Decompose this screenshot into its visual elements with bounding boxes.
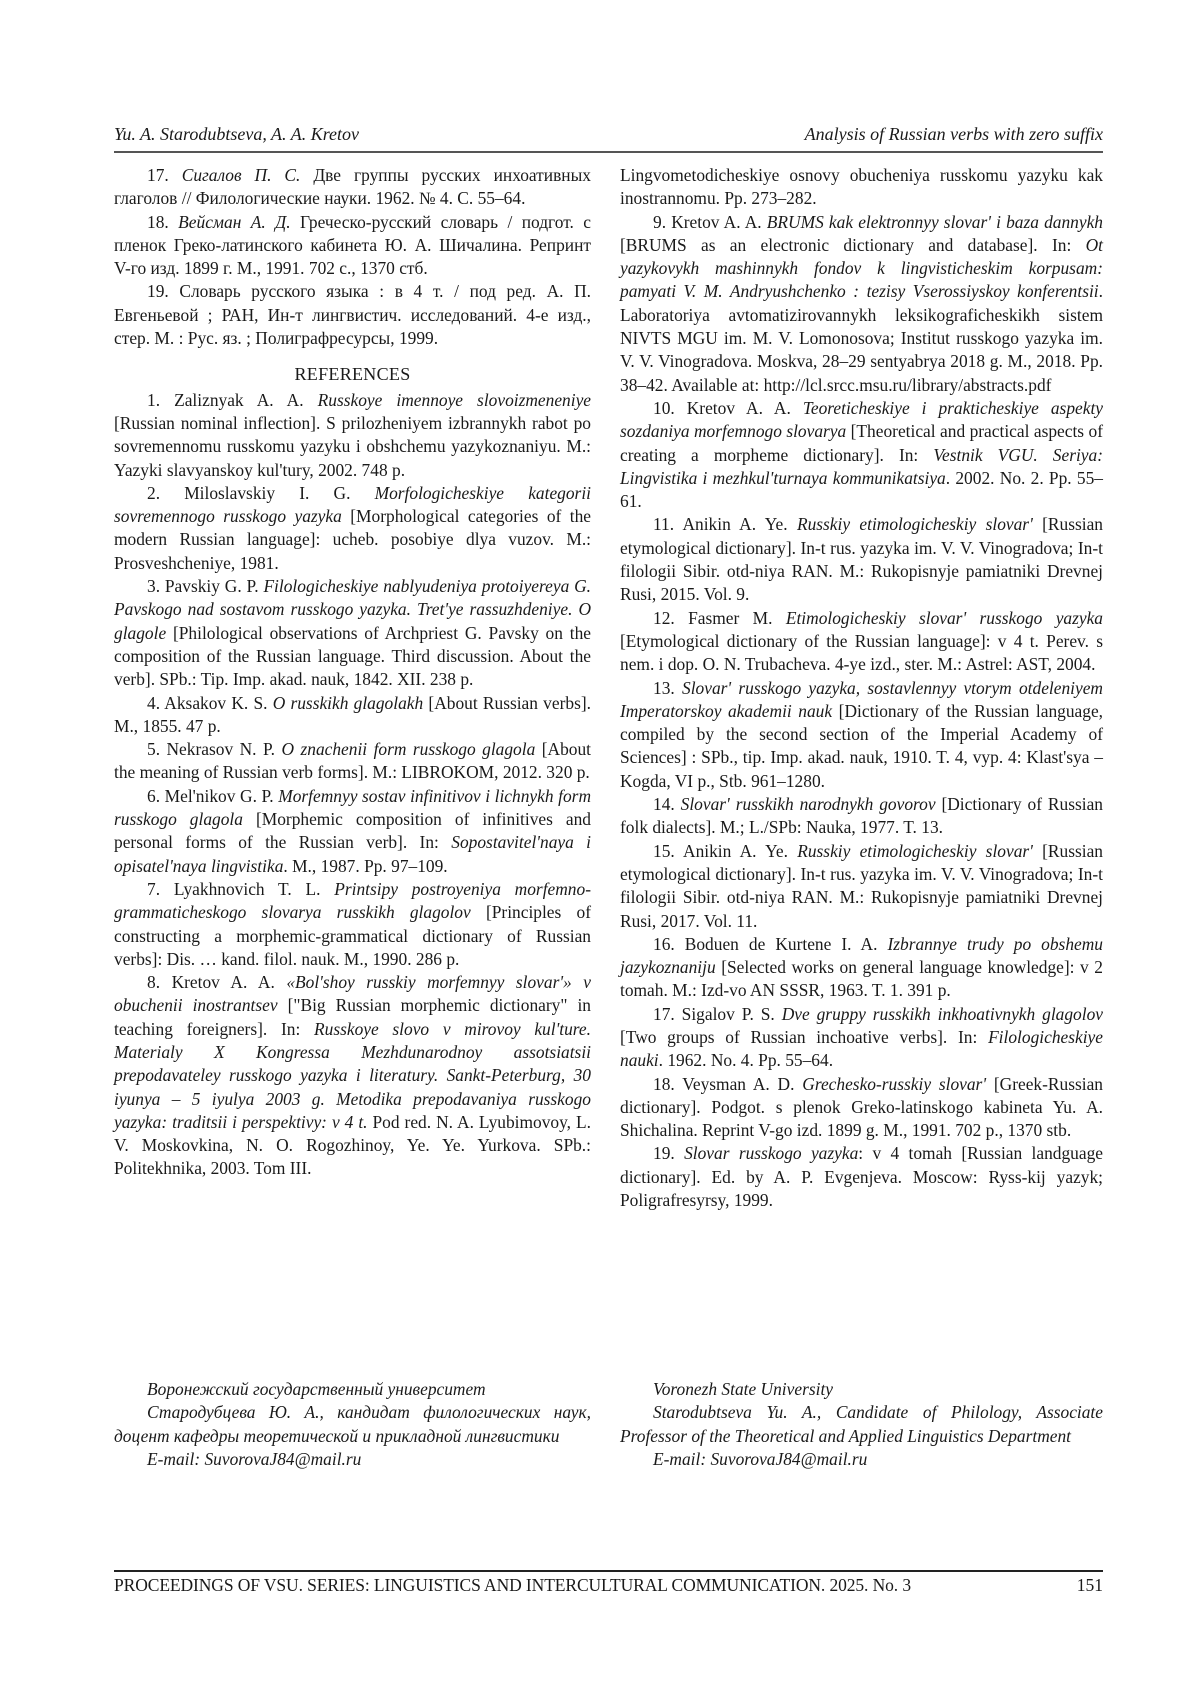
reference-title: Printsipy postroyeniya morfemno-grammaticheskogo slovarya russkikh glagolov — [114, 878, 591, 923]
reference-title: Grechesko-russkiy slovar' — [802, 1073, 987, 1094]
reference-item — [620, 513, 1103, 606]
reference-author: Anikin A. Ye. — [682, 514, 797, 535]
reference-author: Fasmer M. — [688, 607, 786, 628]
reference-details: [Selected works on general language knowledge]: v 2 tomah. M.: Izd-vo AN SSSR, 1963. T. 1. 391 p. — [620, 957, 1103, 1001]
running-head-authors: Yu. A. Starodubtseva, A. A. Kretov — [114, 124, 360, 144]
reference-item — [620, 607, 1103, 677]
reference-details: [Greek-Russian dictionary]. Podgot. s plenok Greko-latinskogo kabineta Yu. A. Shichalina. Reprint V-go izd. 1899 g. M., 1991. 702 p., 1370 stb. — [620, 1073, 1103, 1141]
reference-details: [Russian etymological dictionary]. In-t rus. yazyka im. V. V. Vinogradova; In-t filologii Sibir. otd-niya RAN. M.: Rukopisnyje pamiatniki Drevnej Rusi, 2015. Vol. 9. — [620, 514, 1103, 605]
reference-number: 11. — [653, 514, 683, 535]
reference-details: [About the meaning of Russian verb forms]. M.: LIBROKOM, 2012. 320 p. — [114, 739, 591, 783]
references-heading: REFERENCES — [294, 364, 411, 385]
reference-item — [620, 1142, 1103, 1212]
journal-name: PROCEEDINGS OF VSU. SERIES: LINGUISTICS AND INTERCULTURAL COMMUNICATION. 2025. No. 3 — [114, 1575, 911, 1595]
reference-title: O russkikh glagolakh — [272, 692, 424, 713]
author-info: Starodubtseva Yu. A., Candidate of Philology, Associate Professor of the Theoretical and Applied Linguistics Department — [620, 1402, 1103, 1446]
reference-number: 3. — [147, 576, 165, 597]
reference-author: Lyakhnovich T. L. — [173, 878, 335, 899]
reference-source: Filologicheskiye nauki — [620, 1026, 1103, 1071]
reference-title: «Bol'shoy russkiy morfemnyy slovar'» v obuchenii inostrantsev — [114, 972, 591, 1016]
reference-author: Sigalov P. S. — [681, 1003, 782, 1024]
reference-author: Miloslavskiy I. G. — [184, 482, 375, 503]
reference-author: Anikin A. Ye. — [683, 840, 798, 861]
reference-number: 17. — [147, 165, 182, 185]
references-list-right — [620, 211, 1103, 1213]
reference-item — [620, 793, 1103, 840]
references-list-left — [114, 389, 591, 1181]
running-head — [114, 120, 1103, 146]
reference-continuation: Lingvometodicheskiye osnovy obucheniya russkomu yazyku kak inostrannomu. Pp. 273–282. — [620, 165, 1103, 209]
reference-details: [Principles of constructing a morphemic-grammatical dictionary of Russian verbs]: Dis. … kand. filol. nauk. M., 1990. 286 p. — [114, 902, 591, 969]
reference-title: Izbrannye trudy po obshemu jazykoznaniju — [620, 933, 1103, 978]
reference-tail: . Laboratoriya avtomatizirovannykh leksikograficheskikh sistem NIVTS MGU im. M. V. Lomonosova; Institut russkogo yazyka im. V. V. Vinogradova. Moskva, 28–29 sentyabrya 2018 g. M., 2018. Pp. 38–42. Available at: http://lcl.srcc.msu.ru/library/abstracts.pdf — [620, 281, 1103, 395]
reference-author: Pavskiy G. P. — [164, 576, 264, 597]
reference-item — [620, 840, 1103, 933]
reference-details: [Two groups of Russian inchoative verbs]. In: — [620, 1026, 989, 1047]
reference-details: : v 4 tomah [Russian landguage dictionary]. Ed. by A. P. Evgenjeva. Moscow: Ryss-kij yazyk; Poligrafresyrsy, 1999. — [620, 1143, 1103, 1211]
reference-author: Veysman A. D. — [682, 1073, 803, 1094]
reference-author: Сигалов П. С. — [181, 165, 301, 185]
reference-item — [620, 211, 1103, 397]
reference-details: [Russian etymological dictionary]. In-t rus. yazyka im. V. V. Vinogradova; In-t filologii Sibir. otd-niya RAN. M.: Rukopisnyje pamiatniki Drevnej Rusi, 2017. Vol. 11. — [620, 840, 1103, 931]
reference-number: 7. — [147, 878, 174, 899]
reference-details: [Dictionary of Russian folk dialects]. M.; L./SPb: Nauka, 1977. T. 13. — [620, 794, 1103, 838]
running-head-title: Analysis of Russian verbs with zero suffix — [804, 124, 1103, 144]
reference-text: Словарь русского языка : в 4 т. / под ред. А. П. Евгеньевой ; РАН, Ин-т лингвистич. исследований. 4-е изд., стер. М. : Рус. яз. ; Полиграфресурсы, 1999. — [114, 281, 591, 349]
reference-number: 18. — [653, 1073, 683, 1094]
reference-text: Две группы русских инхоативных глаголов // Филологические науки. 1962. № 4. С. 55–64. — [114, 165, 591, 209]
reference-number: 6. — [147, 785, 165, 806]
reference-author: Kretov A. A. — [686, 397, 803, 418]
left-column — [114, 164, 591, 1181]
reference-number: 10. — [653, 397, 687, 418]
reference-author: Kretov A. A. — [171, 972, 287, 993]
reference-item — [114, 482, 591, 575]
reference-tail: . 1962. No. 4. Pp. 55–64. — [658, 1050, 834, 1071]
reference-item — [114, 389, 591, 482]
reference-number: 12. — [653, 607, 689, 628]
reference-title: Slovar' russkogo yazyka, sostavlennyy vtorym otdeleniyem Imperatorskoy akademii nauk — [620, 677, 1103, 721]
reference-title: Slovar' russkikh narodnykh govorov — [680, 794, 936, 815]
reference-tail: . M., 1987. Pp. 97–109. — [283, 855, 448, 876]
reference-item — [114, 164, 591, 211]
reference-item — [620, 397, 1103, 513]
reference-details: [About Russian verbs]. M., 1855. 47 p. — [114, 692, 591, 736]
reference-details: [Etymological dictionary of the Russian language]: v 4 t. Perev. s nem. i dop. O. N. Trubacheva. 4-ye izd., ster. M.: Astrel: AST, 2004. — [620, 630, 1103, 675]
author-email: E-mail: SuvorovaJ84@mail.ru — [147, 1448, 362, 1469]
header-rule — [114, 151, 1103, 153]
university-name: Воронежский государственный университет — [147, 1379, 486, 1399]
reference-tail: Pod red. N. A. Lyubimovoy, L. V. Moskovkina, N. O. Rogozhinoy, Ye. Ye. Yurkova. SPb.: Politekhnika, 2003. Tom III. — [114, 1111, 591, 1179]
reference-title: Morfemnyy sostav infinitivov i lichnykh form russkogo glagola — [114, 785, 591, 830]
reference-item — [620, 1003, 1103, 1073]
reference-tail: . 2002. No. 2. Pp. 55–61. — [620, 467, 1104, 512]
reference-number: 13. — [653, 677, 682, 698]
reference-number: 1. — [147, 389, 175, 410]
reference-text: Греческо-русский словарь / подгот. с пленок Греко-латинского кабинета Ю. А. Шичалина. Репринт V-го изд. 1899 г. М., 1991. 702 с., 1370 стб. — [114, 211, 591, 279]
reference-title: Filologicheskiye nablyudeniya protoiyereya G. Pavskogo nad sostavom russkogo yazyka. Tret'ye rassuzhdeniye. O glagole — [114, 576, 592, 643]
reference-title: Etimologicheskiy slovar' russkogo yazyka — [785, 607, 1104, 628]
reference-title: Russkiy etimologicheskiy slovar' — [797, 840, 1033, 861]
right-column — [620, 164, 1103, 1212]
reference-number: 16. — [653, 933, 685, 954]
reference-title: Morfologicheskiye kategorii sovremennogo russkogo yazyka — [114, 482, 591, 527]
reference-item — [114, 280, 591, 350]
reference-title: Russkoye imennoye slovoizmeneniye — [317, 389, 592, 410]
reference-source: Russkoye slovo v mirovoy kul'ture. Materialy X Kongressa Mezhdunarodnoy assotsiatsii prepodavateley russkogo yazyka i literatury. Sankt-Peterburg, 30 iyunya – 5 iyulya 2003 g. Metodika prepodavaniya russkogo yazyka: traditsii i perspektivy: v 4 t. — [114, 1018, 592, 1132]
reference-item — [114, 692, 591, 739]
reference-title: Teoreticheskiye i prakticheskiye aspekty sozdaniya morfemnogo slovarya — [620, 397, 1103, 442]
university-name: Voronezh State University — [653, 1379, 833, 1399]
reference-item — [114, 971, 591, 1181]
reference-number: 19. — [147, 281, 180, 302]
reference-details: ["Big Russian morphemic dictionary" in teaching foreigners]. In: — [114, 995, 591, 1039]
reference-item — [114, 738, 591, 785]
reference-title: Slovar russkogo yazyka — [684, 1143, 859, 1164]
reference-details: [Theoretical and practical aspects of creating a morpheme dictionary]. In: — [620, 421, 1103, 465]
reference-item — [114, 785, 591, 878]
author-info: Стародубцева Ю. А., кандидат филологических наук, доцент кафедры теоретической и прикладной лингвистики — [114, 1402, 591, 1446]
reference-item — [620, 677, 1103, 793]
reference-number: 19. — [653, 1143, 685, 1164]
reference-details: [BRUMS as an electronic dictionary and database]. In: — [620, 234, 1086, 255]
reference-source: Sopostavitel'naya i opisatel'naya lingvistika — [114, 832, 592, 876]
reference-title: BRUMS kak elektronnyy slovar' i baza dannykh — [766, 211, 1104, 232]
reference-number: 9. — [653, 211, 672, 232]
affiliation-russian — [114, 1378, 591, 1471]
reference-source: Vestnik VGU. Seriya: Lingvistika i mezhkul'turnaya kommunikatsiya — [620, 444, 1103, 488]
reference-number: 4. — [147, 692, 165, 713]
reference-title: O znachenii form russkogo glagola — [281, 739, 536, 760]
reference-source: Ot yazykovykh mashinnykh fondov k lingvisticheskim korpusam: pamyati V. M. Andryushchenko : tezisy Vserossiyskoy konferentsii — [620, 234, 1103, 302]
footer-rule — [114, 1570, 1103, 1572]
reference-number: 5. — [147, 739, 167, 760]
reference-item — [114, 878, 591, 971]
reference-author: Boduen de Kurtene I. A. — [684, 933, 888, 954]
author-email: E-mail: SuvorovaJ84@mail.ru — [653, 1448, 868, 1469]
reference-number: 14. — [653, 794, 681, 815]
reference-details: [Morphemic composition of infinitives and personal forms of the Russian verb]. In: — [114, 809, 591, 853]
page-number: 151 — [1076, 1575, 1103, 1595]
reference-number: 15. — [653, 840, 684, 861]
reference-details: [Morphological categories of the modern Russian language]: ucheb. posobiye dlya vuzov. M.: Prosveshcheniye, 1981. — [114, 506, 592, 573]
reference-number: 8. — [147, 972, 172, 993]
reference-details: [Dictionary of the Russian language, compiled by the second section of the Imperial Academy of Sciences] : SPb., tip. Imp. akad. nauk, 1910. T. 4, vyp. 4: Klast'sya – Kogda, VI p., Stb. 961–1280. — [620, 700, 1104, 791]
reference-author: Kretov A. A. — [671, 211, 767, 232]
reference-number: 2. — [147, 482, 185, 503]
reference-author: Nekrasov N. P. — [166, 739, 282, 760]
reference-author: Zaliznyak A. A. — [174, 389, 318, 410]
reference-title: Russkiy etimologicheskiy slovar' — [796, 514, 1033, 535]
reference-number: 17. — [653, 1003, 682, 1024]
reference-details: [Russian nominal inflection]. S prilozheniyem izbrannykh rabot po sovremennomu russkomu yazyku i obshchemu yazykoznaniyu. M.: Yazyki slavyanskoy kul'tury, 2002. 748 p. — [114, 412, 591, 480]
reference-number: 18. — [147, 211, 179, 232]
reference-author: Aksakov K. S. — [164, 692, 273, 713]
reference-item — [620, 933, 1103, 1003]
russian-references — [114, 164, 591, 350]
reference-title: Dve gruppy russkikh inkhoativnykh glagolov — [781, 1003, 1103, 1024]
reference-details: [Philological observations of Archpriest G. Pavsky on the composition of the Russian language. Third discussion. About the verb]. SPb.: Tip. Imp. akad. nauk, 1842. XII. 238 p. — [114, 622, 591, 690]
affiliation-english — [620, 1378, 1103, 1471]
reference-author: Mel'nikov G. P. — [164, 785, 279, 806]
reference-item — [620, 1073, 1103, 1143]
reference-item — [114, 211, 591, 281]
reference-item — [114, 575, 591, 691]
reference-author: Вейсман А. Д. — [178, 211, 291, 232]
